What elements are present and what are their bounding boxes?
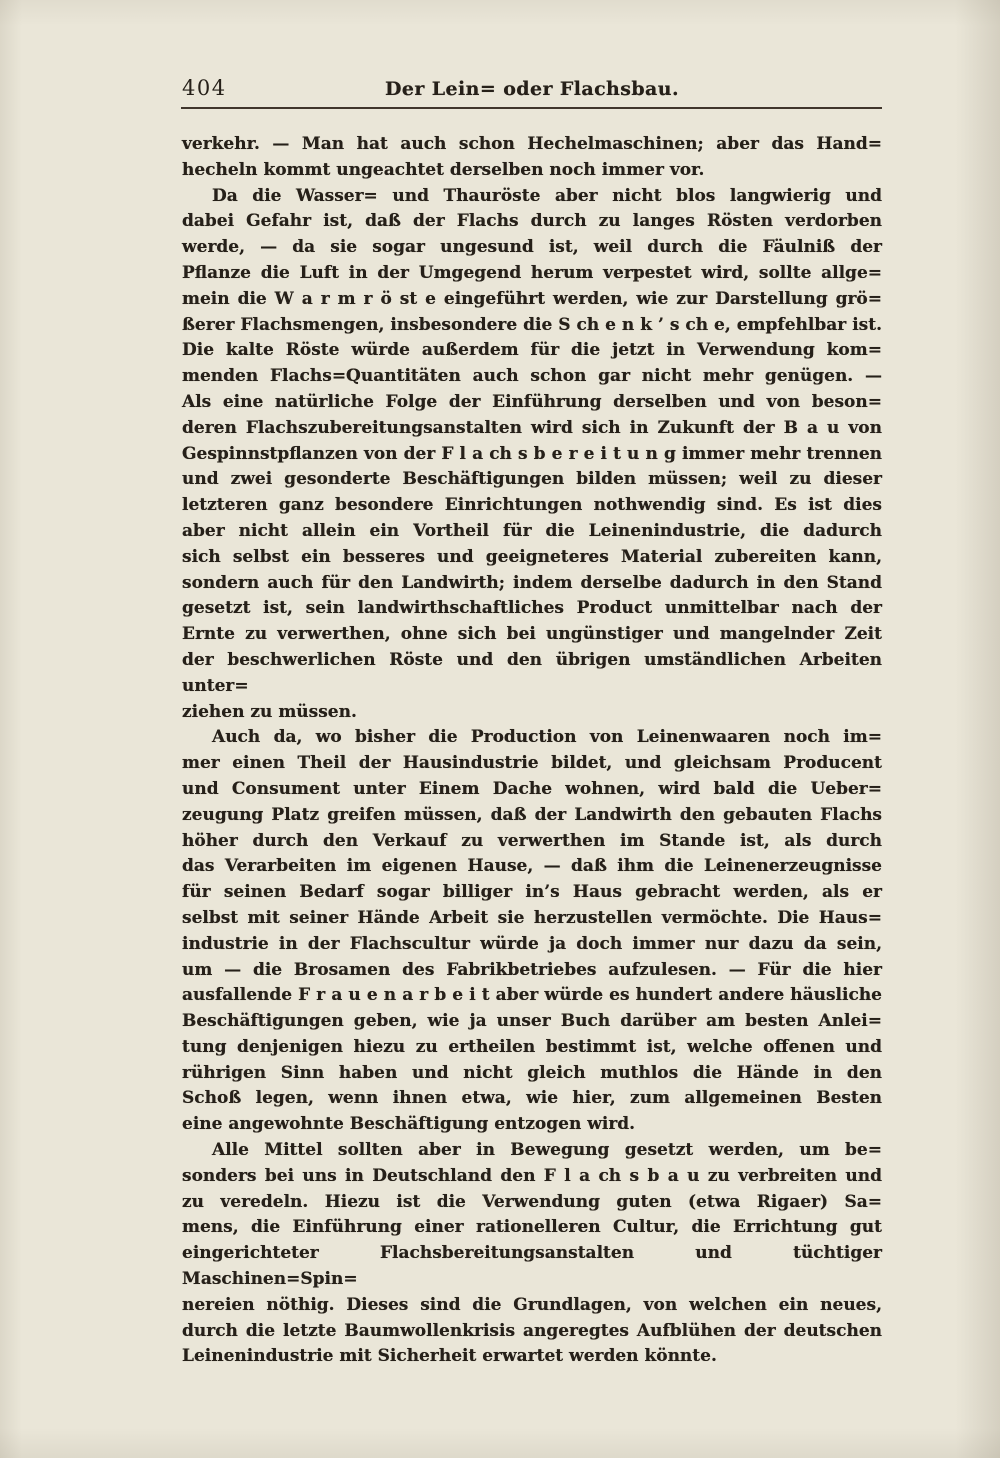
text-line: Auch da, wo bisher die Production von Leinenwaaren noch im= (212, 727, 882, 748)
text-line: rührigen Sinn haben und nicht gleich muthlos die Hände in den (182, 1062, 882, 1083)
text-line: höher durch den Verkauf zu verwerthen im Stande ist, als durch (182, 830, 882, 851)
text-line: Leinenindustrie mit Sicherheit erwartet werden könnte. (182, 1346, 717, 1367)
text-line: werde, — da sie sogar ungesund ist, weil durch die Fäulniß der (182, 237, 882, 258)
text-line: ziehen zu müssen. (182, 701, 357, 722)
text-line: aber nicht allein ein Vortheil für die Leinenindustrie, die dadurch (182, 520, 882, 541)
text-line: letzteren ganz besondere Einrichtungen nothwendig sind. Es ist dies (182, 495, 882, 516)
text-line: und zwei gesonderte Beschäftigungen bilden müssen; weil zu dieser (182, 469, 882, 490)
text-line: selbst mit seiner Hände Arbeit sie herzustellen vermöchte. Die Haus= (182, 907, 882, 928)
text-line: gesetzt ist, sein landwirthschaftliches Product unmittelbar nach der (182, 598, 882, 619)
text-line: zu veredeln. Hiezu ist die Verwendung guten (etwa Rigaer) Sa= (182, 1191, 882, 1212)
text-line: Die kalte Röste würde außerdem für die jetzt in Verwendung kom= (182, 340, 882, 361)
text-line: industrie in der Flachscultur würde ja doch immer nur dazu da sein, (182, 933, 882, 954)
text-line: zeugung Platz greifen müssen, daß der Landwirth den gebauten Flachs (182, 804, 882, 825)
text-line: verkehr. — Man hat auch schon Hechelmaschinen; aber das Hand= (182, 134, 882, 154)
text-line: ßerer Flachsmengen, insbesondere die S ch e n k ’ s ch e, empfehlbar ist. (182, 314, 882, 335)
text-line: für seinen Bedarf sogar billiger in’s Haus gebracht werden, als er (182, 882, 882, 903)
text-line: mein die W a r m r ö st e eingeführt werden, wie zur Darstellung grö= (182, 288, 882, 309)
text-line: der beschwerlichen Röste und den übrigen umständlichen Arbeiten unter= (182, 649, 882, 696)
paragraph (182, 725, 882, 1138)
text-line: menden Flachs=Quantitäten auch schon gar nicht mehr genügen. — (182, 366, 882, 387)
text-line: sondern auch für den Landwirth; indem derselbe dadurch in den Stand (182, 572, 882, 593)
text-line: Alle Mittel sollten aber in Bewegung gesetzt werden, um be= (212, 1140, 882, 1161)
text-line: durch die letzte Baumwollenkrisis angeregtes Aufblühen der deutschen (182, 1320, 882, 1341)
text-line: sich selbst ein besseres und geeigneteres Material zubereiten kann, (182, 546, 882, 567)
page-number: 404 (182, 76, 227, 100)
paragraph (182, 132, 882, 184)
header-rule (181, 107, 882, 109)
text-line: um — die Brosamen des Fabrikbetriebes aufzulesen. — Für die hier (182, 959, 882, 980)
paragraph (182, 184, 882, 726)
text-line: mens, die Einführung einer rationelleren Cultur, die Errichtung gut (182, 1217, 882, 1238)
text-line: Ernte zu verwerthen, ohne sich bei ungünstiger und mangelnder Zeit (182, 624, 882, 645)
text-line: Beschäftigungen geben, wie ja unser Buch darüber am besten Anlei= (182, 1011, 882, 1032)
text-line: eingerichteter Flachsbereitungsanstalten und tüchtiger Maschinen=Spin= (182, 1243, 882, 1290)
text-line: und Consument unter Einem Dache wohnen, wird bald die Ueber= (182, 778, 882, 799)
text-line: Schoß legen, wenn ihnen etwa, wie hier, zum allgemeinen Besten (182, 1088, 882, 1109)
text-line: eine angewohnte Beschäftigung entzogen wird. (182, 1114, 636, 1135)
running-title: Der Lein= oder Flachsbau. (385, 78, 679, 100)
text-line: ausfallende F r a u e n a r b e i t aber würde es hundert andere häusliche (182, 985, 882, 1006)
text-line: Gespinnstpflanzen von der F l a ch s b e r e i t u n g immer mehr trennen (182, 443, 882, 464)
text-block (182, 132, 882, 1370)
text-line: das Verarbeiten im eigenen Hause, — daß ihm die Leinenerzeugnisse (182, 856, 882, 877)
text-line: Als eine natürliche Folge der Einführung derselben und von beson= (182, 391, 882, 412)
page-header (182, 76, 882, 102)
text-line: nereien nöthig. Dieses sind die Grundlagen, von welchen ein neues, (182, 1294, 882, 1315)
text-line: sonders bei uns in Deutschland den F l a ch s b a u zu verbreiten und (182, 1165, 882, 1186)
text-line: tung denjenigen hiezu zu ertheilen bestimmt ist, welche offenen und (182, 1036, 882, 1057)
paragraph (182, 1138, 882, 1370)
text-line: mer einen Theil der Hausindustrie bildet, und gleichsam Producent (182, 753, 882, 774)
text-line: hecheln kommt ungeachtet derselben noch immer vor. (182, 159, 705, 180)
text-line: deren Flachszubereitungsanstalten wird sich in Zukunft der B a u von (182, 417, 882, 438)
text-line: Pflanze die Luft in der Umgegend herum verpestet wird, sollte allge= (182, 262, 882, 283)
text-line: dabei Gefahr ist, daß der Flachs durch zu langes Rösten verdorben (182, 211, 882, 232)
text-line: Da die Wasser= und Thauröste aber nicht blos langwierig und (212, 185, 882, 206)
